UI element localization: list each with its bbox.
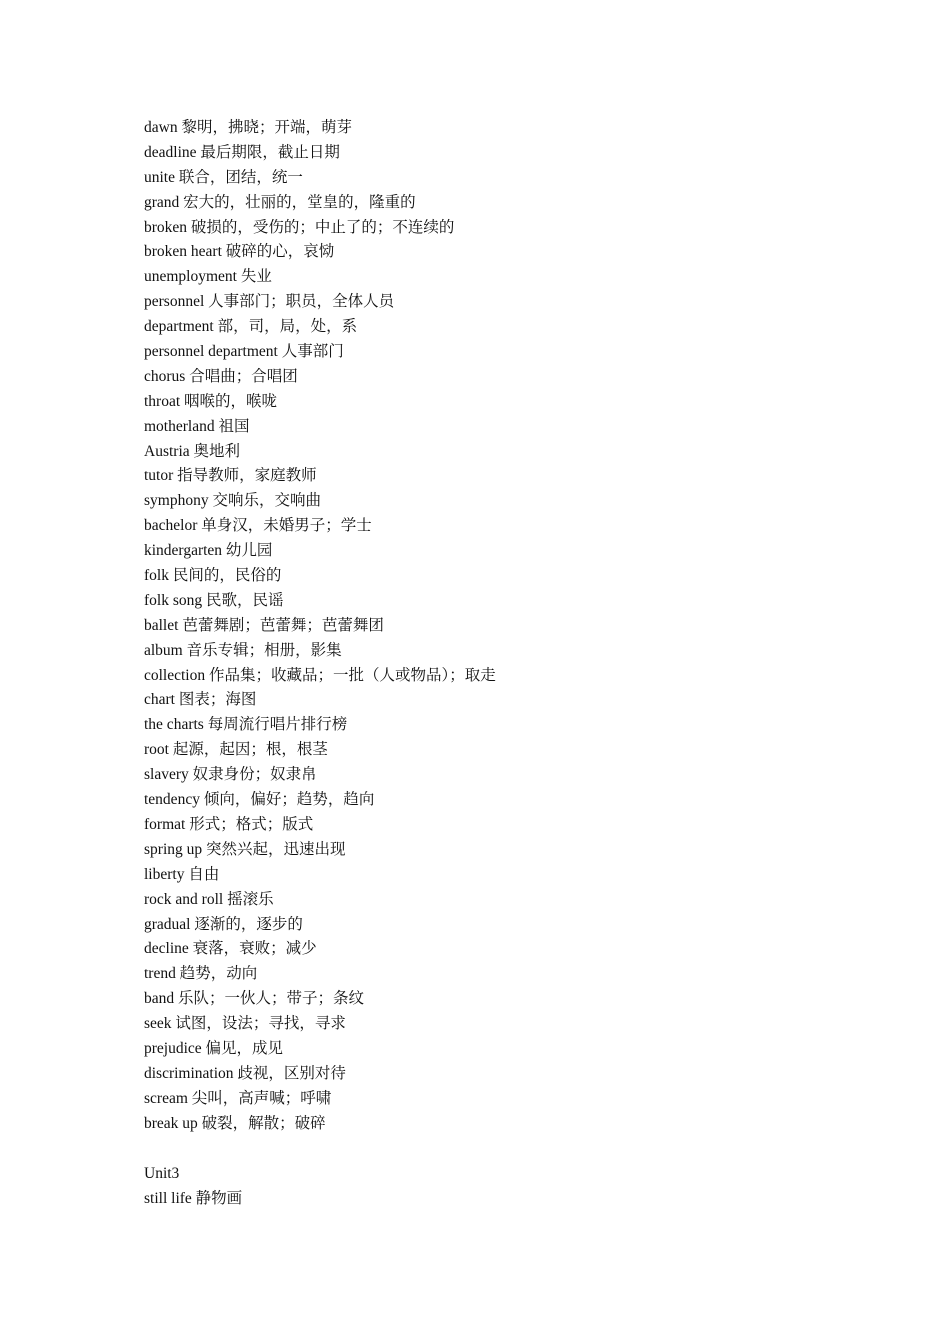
vocab-term: folk bbox=[144, 567, 169, 585]
vocab-gloss: 最后期限，截止日期 bbox=[200, 143, 340, 161]
vocab-entry bbox=[144, 1037, 496, 1062]
vocab-entry bbox=[144, 738, 496, 763]
vocab-gloss: 倾向，偏好；趋势，趋向 bbox=[203, 791, 375, 809]
vocab-term: rock and roll bbox=[144, 890, 224, 908]
vocab-entry bbox=[144, 888, 496, 913]
vocab-gloss: 咽喉的，喉咙 bbox=[184, 392, 278, 410]
vocab-term: folk song bbox=[144, 591, 203, 609]
vocab-entry bbox=[144, 937, 496, 962]
vocab-term: tendency bbox=[144, 791, 200, 809]
vocab-term: tutor bbox=[144, 467, 174, 485]
vocab-term: root bbox=[144, 741, 169, 759]
vocab-entry bbox=[144, 489, 496, 514]
vocab-gloss: 音乐专辑；相册，影集 bbox=[186, 641, 342, 659]
vocab-term: gradual bbox=[144, 915, 191, 933]
vocab-entry bbox=[144, 713, 496, 738]
vocab-term: unite bbox=[144, 168, 175, 186]
vocab-term: grand bbox=[144, 193, 180, 211]
vocab-term: kindergarten bbox=[144, 542, 223, 560]
vocab-entry bbox=[144, 365, 496, 390]
vocab-gloss: 交响乐，交响曲 bbox=[212, 492, 321, 510]
vocab-term: unemployment bbox=[144, 268, 237, 286]
vocab-term: Austria bbox=[144, 442, 190, 460]
vocab-entry bbox=[144, 464, 496, 489]
vocab-term: dawn bbox=[144, 119, 178, 136]
vocab-term: chorus bbox=[144, 367, 186, 385]
vocab-term: chart bbox=[144, 691, 175, 709]
vocab-entry bbox=[144, 240, 496, 265]
vocab-entry bbox=[144, 191, 496, 216]
vocab-entry bbox=[144, 1112, 496, 1137]
vocab-entry bbox=[144, 116, 496, 141]
vocab-entry bbox=[144, 913, 496, 938]
vocab-gloss: 歧视，区别对待 bbox=[237, 1064, 346, 1082]
vocab-term: symphony bbox=[144, 492, 209, 510]
vocab-gloss: 破裂，解散；破碎 bbox=[201, 1114, 326, 1132]
vocab-gloss: 静物画 bbox=[195, 1189, 243, 1207]
vocab-gloss: 偏见，成见 bbox=[205, 1039, 284, 1057]
vocab-term: bachelor bbox=[144, 517, 198, 535]
vocab-entry bbox=[144, 514, 496, 539]
vocab-term: the charts bbox=[144, 716, 204, 734]
vocab-gloss: 形式；格式；版式 bbox=[189, 815, 314, 833]
vocab-gloss: 摇滚乐 bbox=[227, 890, 274, 908]
vocab-gloss: 人事部门；职员，全体人员 bbox=[208, 293, 395, 311]
vocab-gloss: 逐渐的，逐步的 bbox=[194, 915, 303, 933]
vocab-gloss: 芭蕾舞剧；芭蕾舞；芭蕾舞团 bbox=[182, 616, 384, 634]
vocab-term: album bbox=[144, 641, 183, 659]
vocab-gloss: 幼儿园 bbox=[225, 542, 273, 560]
vocab-term: format bbox=[144, 815, 186, 833]
vocab-gloss: 奴隶身份；奴隶帛 bbox=[192, 766, 317, 784]
vocab-gloss: 祖国 bbox=[218, 417, 250, 435]
vocab-entry bbox=[144, 987, 496, 1012]
vocab-gloss: 图表；海图 bbox=[178, 691, 257, 709]
vocab-term: deadline bbox=[144, 143, 197, 161]
vocab-gloss: 乐队；一伙人；带子；条纹 bbox=[178, 990, 365, 1008]
vocab-entry bbox=[144, 688, 496, 713]
vocab-gloss: 起源，起因；根，根茎 bbox=[172, 741, 328, 759]
vocab-gloss: 联合，团结，统一 bbox=[178, 168, 303, 186]
vocab-entry bbox=[144, 390, 496, 415]
vocab-entry bbox=[144, 265, 496, 290]
vocab-entry bbox=[144, 290, 496, 315]
vocab-gloss: 趋势，动向 bbox=[179, 965, 258, 983]
vocab-entry bbox=[144, 564, 496, 589]
vocab-gloss: 破损的，受伤的；中止了的；不连续的 bbox=[190, 218, 455, 236]
vocab-entry bbox=[144, 813, 496, 838]
vocab-entry bbox=[144, 763, 496, 788]
vocab-entry bbox=[144, 788, 496, 813]
vocab-term: motherland bbox=[144, 417, 215, 435]
vocab-entry bbox=[144, 1012, 496, 1037]
vocab-entry bbox=[144, 315, 496, 340]
vocab-entry bbox=[144, 589, 496, 614]
vocab-gloss: 指导教师，家庭教师 bbox=[177, 467, 317, 485]
vocab-term: broken bbox=[144, 218, 188, 236]
vocab-gloss: 人事部门 bbox=[281, 343, 344, 361]
unit3-section bbox=[144, 1162, 242, 1212]
vocab-entry bbox=[144, 639, 496, 664]
vocab-entry bbox=[144, 614, 496, 639]
vocab-entry bbox=[144, 415, 496, 440]
vocab-term: department bbox=[144, 318, 214, 336]
vocab-gloss: 突然兴起，迅速出现 bbox=[206, 840, 346, 858]
vocab-term: slavery bbox=[144, 766, 189, 784]
vocab-term: still life bbox=[144, 1189, 192, 1207]
vocab-entry bbox=[144, 1087, 496, 1112]
vocab-gloss: 失业 bbox=[240, 268, 272, 286]
vocabulary-list bbox=[144, 116, 496, 1137]
vocab-gloss: 黎明，拂晓；开端，萌芽 bbox=[181, 119, 352, 136]
vocab-entry bbox=[144, 141, 496, 166]
vocab-term: decline bbox=[144, 940, 189, 958]
vocab-entry bbox=[144, 863, 496, 888]
vocab-term: break up bbox=[144, 1114, 198, 1132]
vocab-gloss: 衰落，衰败；减少 bbox=[192, 940, 317, 958]
vocab-entry bbox=[144, 166, 496, 191]
vocab-entry bbox=[144, 962, 496, 987]
vocab-term: liberty bbox=[144, 865, 185, 883]
unit-heading: Unit3 bbox=[144, 1165, 180, 1182]
vocab-entry bbox=[144, 539, 496, 564]
vocab-gloss: 每周流行唱片排行榜 bbox=[207, 716, 348, 734]
vocab-term: personnel department bbox=[144, 343, 278, 361]
vocab-entry bbox=[144, 664, 496, 689]
vocab-entry bbox=[144, 340, 496, 365]
vocab-term: personnel bbox=[144, 293, 205, 311]
vocab-gloss: 作品集；收藏品；一批（人或物品）；取走 bbox=[209, 666, 496, 684]
vocab-entry bbox=[144, 1187, 242, 1212]
vocab-term: trend bbox=[144, 965, 176, 983]
vocab-entry bbox=[144, 216, 496, 241]
vocab-term: throat bbox=[144, 392, 181, 410]
vocab-term: seek bbox=[144, 1015, 172, 1033]
vocab-term: prejudice bbox=[144, 1039, 202, 1057]
vocab-term: scream bbox=[144, 1089, 188, 1107]
vocab-gloss: 部，司，局，处，系 bbox=[217, 318, 358, 336]
vocab-gloss: 民歌，民谣 bbox=[206, 591, 284, 609]
vocab-entry bbox=[144, 1062, 496, 1087]
vocab-gloss: 民间的，民俗的 bbox=[172, 567, 282, 585]
vocab-term: ballet bbox=[144, 616, 179, 634]
vocab-gloss: 宏大的，壮丽的，堂皇的，隆重的 bbox=[183, 193, 416, 211]
vocab-gloss: 破碎的心，哀恸 bbox=[225, 243, 335, 261]
vocab-gloss: 自由 bbox=[188, 865, 220, 883]
vocab-gloss: 单身汉，未婚男子；学士 bbox=[201, 517, 372, 535]
vocab-term: collection bbox=[144, 666, 206, 684]
vocab-entry bbox=[144, 440, 496, 465]
vocab-term: spring up bbox=[144, 840, 203, 858]
vocab-gloss: 试图，设法；寻找，寻求 bbox=[175, 1015, 346, 1033]
vocab-entry bbox=[144, 838, 496, 863]
vocab-term: discrimination bbox=[144, 1064, 234, 1082]
vocab-gloss: 合唱曲；合唱团 bbox=[189, 367, 298, 385]
vocab-term: band bbox=[144, 990, 175, 1008]
unit3-vocabulary-list bbox=[144, 1187, 242, 1212]
vocab-gloss: 尖叫，高声喊；呼啸 bbox=[191, 1089, 332, 1107]
vocab-gloss: 奥地利 bbox=[193, 442, 241, 460]
vocab-term: broken heart bbox=[144, 243, 222, 261]
